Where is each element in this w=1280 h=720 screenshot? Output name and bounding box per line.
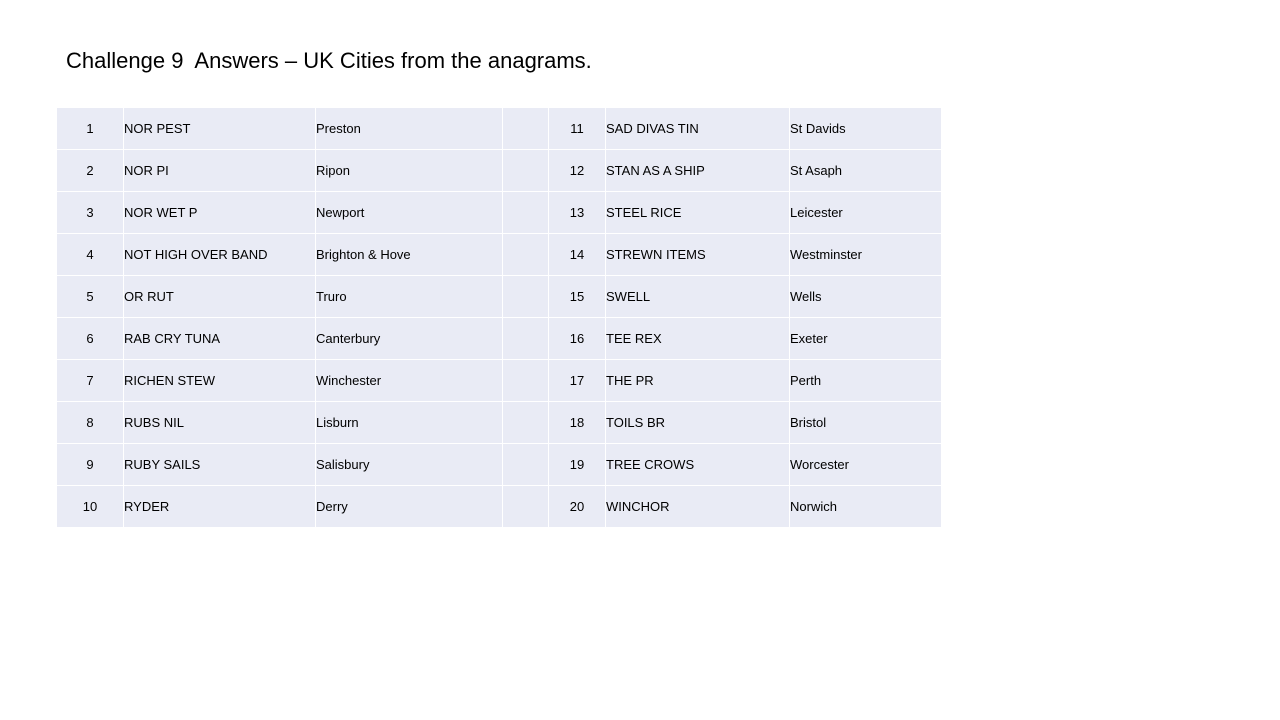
left-number-cell: 7 bbox=[57, 360, 124, 402]
left-answer-cell: Newport bbox=[316, 192, 503, 234]
right-answer-cell: Exeter bbox=[790, 318, 942, 360]
right-anagram-cell: STAN AS A SHIP bbox=[606, 150, 790, 192]
right-anagram-cell: SWELL bbox=[606, 276, 790, 318]
right-anagram-cell: TEE REX bbox=[606, 318, 790, 360]
right-number-cell: 17 bbox=[549, 360, 606, 402]
slide-title: Challenge 9 Answers – UK Cities from the anagrams. bbox=[66, 48, 592, 73]
spacer-cell bbox=[503, 276, 549, 318]
right-answer-cell: St Davids bbox=[790, 108, 942, 150]
spacer-cell bbox=[503, 192, 549, 234]
right-number-cell: 12 bbox=[549, 150, 606, 192]
left-anagram-cell: NOR PI bbox=[124, 150, 316, 192]
spacer-cell bbox=[503, 360, 549, 402]
table-row bbox=[57, 234, 942, 276]
left-answer-cell: Winchester bbox=[316, 360, 503, 402]
right-number-cell: 16 bbox=[549, 318, 606, 360]
right-answer-cell: Worcester bbox=[790, 444, 942, 486]
right-anagram-cell: STREWN ITEMS bbox=[606, 234, 790, 276]
left-answer-cell: Canterbury bbox=[316, 318, 503, 360]
right-number-cell: 19 bbox=[549, 444, 606, 486]
left-number-cell: 8 bbox=[57, 402, 124, 444]
right-answer-cell: Wells bbox=[790, 276, 942, 318]
left-answer-cell: Derry bbox=[316, 486, 503, 528]
right-number-cell: 13 bbox=[549, 192, 606, 234]
left-anagram-cell: RUBY SAILS bbox=[124, 444, 316, 486]
right-number-cell: 15 bbox=[549, 276, 606, 318]
left-answer-cell: Salisbury bbox=[316, 444, 503, 486]
left-answer-cell: Ripon bbox=[316, 150, 503, 192]
left-number-cell: 3 bbox=[57, 192, 124, 234]
right-number-cell: 11 bbox=[549, 108, 606, 150]
left-number-cell: 10 bbox=[57, 486, 124, 528]
right-anagram-cell: STEEL RICE bbox=[606, 192, 790, 234]
left-number-cell: 4 bbox=[57, 234, 124, 276]
table-row bbox=[57, 444, 942, 486]
right-answer-cell: St Asaph bbox=[790, 150, 942, 192]
table-row bbox=[57, 402, 942, 444]
left-anagram-cell: OR RUT bbox=[124, 276, 316, 318]
left-number-cell: 9 bbox=[57, 444, 124, 486]
table-row bbox=[57, 276, 942, 318]
right-number-cell: 14 bbox=[549, 234, 606, 276]
table-row bbox=[57, 192, 942, 234]
left-answer-cell: Lisburn bbox=[316, 402, 503, 444]
right-answer-cell: Bristol bbox=[790, 402, 942, 444]
right-anagram-cell: SAD DIVAS TIN bbox=[606, 108, 790, 150]
table-row bbox=[57, 318, 942, 360]
spacer-cell bbox=[503, 486, 549, 528]
left-number-cell: 2 bbox=[57, 150, 124, 192]
left-number-cell: 6 bbox=[57, 318, 124, 360]
spacer-cell bbox=[503, 318, 549, 360]
right-anagram-cell: TREE CROWS bbox=[606, 444, 790, 486]
left-number-cell: 1 bbox=[57, 108, 124, 150]
right-answer-cell: Norwich bbox=[790, 486, 942, 528]
left-anagram-cell: NOR PEST bbox=[124, 108, 316, 150]
right-anagram-cell: WINCHOR bbox=[606, 486, 790, 528]
left-answer-cell: Truro bbox=[316, 276, 503, 318]
left-answer-cell: Brighton & Hove bbox=[316, 234, 503, 276]
spacer-cell bbox=[503, 234, 549, 276]
right-number-cell: 18 bbox=[549, 402, 606, 444]
left-anagram-cell: NOT HIGH OVER BAND bbox=[124, 234, 316, 276]
left-number-cell: 5 bbox=[57, 276, 124, 318]
right-anagram-cell: TOILS BR bbox=[606, 402, 790, 444]
spacer-cell bbox=[503, 150, 549, 192]
left-anagram-cell: NOR WET P bbox=[124, 192, 316, 234]
table-row bbox=[57, 150, 942, 192]
answers-table-body bbox=[57, 108, 942, 528]
answers-table bbox=[56, 107, 942, 528]
left-answer-cell: Preston bbox=[316, 108, 503, 150]
spacer-cell bbox=[503, 444, 549, 486]
left-anagram-cell: RYDER bbox=[124, 486, 316, 528]
left-anagram-cell: RUBS NIL bbox=[124, 402, 316, 444]
right-number-cell: 20 bbox=[549, 486, 606, 528]
spacer-cell bbox=[503, 108, 549, 150]
table-row bbox=[57, 486, 942, 528]
right-answer-cell: Leicester bbox=[790, 192, 942, 234]
table-row bbox=[57, 360, 942, 402]
right-answer-cell: Westminster bbox=[790, 234, 942, 276]
spacer-cell bbox=[503, 402, 549, 444]
table-row bbox=[57, 108, 942, 150]
left-anagram-cell: RICHEN STEW bbox=[124, 360, 316, 402]
right-answer-cell: Perth bbox=[790, 360, 942, 402]
right-anagram-cell: THE PR bbox=[606, 360, 790, 402]
left-anagram-cell: RAB CRY TUNA bbox=[124, 318, 316, 360]
